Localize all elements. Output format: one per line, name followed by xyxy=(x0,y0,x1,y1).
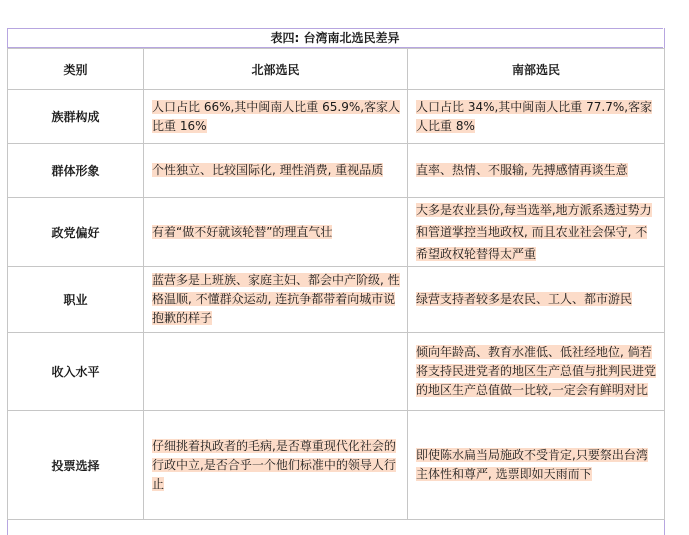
header-north: 北部选民 xyxy=(144,49,408,90)
table-row xyxy=(8,267,665,333)
south-text: 绿营支持者较多是农民、工人、都市游民 xyxy=(416,292,633,306)
north-cell xyxy=(144,198,408,267)
south-cell xyxy=(408,144,665,198)
table-title: 表四: 台湾南北选民差异 xyxy=(7,28,663,48)
comparison-table xyxy=(7,48,665,520)
header-row xyxy=(8,49,665,90)
north-cell xyxy=(144,144,408,198)
south-text: 大多是农业县份,每当选举,地方派系透过势力和管道掌控当地政权, 而且农业社会保守, 不希望政权轮替得太严重 xyxy=(416,203,652,261)
row-category: 族群构成 xyxy=(8,90,144,144)
row-category: 群体形象 xyxy=(8,144,144,198)
north-cell xyxy=(144,90,408,144)
header-south: 南部选民 xyxy=(408,49,665,90)
table-row xyxy=(8,411,665,520)
north-text: 人口占比 66%,其中闽南人比重 65.9%,客家人比重 16% xyxy=(152,99,401,133)
north-cell xyxy=(144,333,408,411)
row-category: 职业 xyxy=(8,267,144,333)
table-row xyxy=(8,90,665,144)
north-text: 蓝营多是上班族、家庭主妇、都会中产阶级, 性格温顺, 不懂群众运动, 连抗争都带着向城市说抱歉的样子 xyxy=(152,273,400,325)
south-text: 倾向年龄高、教育水准低、低社经地位, 倘若将支持民进党者的地区生产总值与批判民进党的地区生产总值做一比较,一定会有鲜明对比 xyxy=(416,345,657,397)
row-category: 投票选择 xyxy=(8,411,144,520)
south-text: 直率、热情、不服输, 先搏感情再谈生意 xyxy=(416,163,628,177)
north-cell xyxy=(144,267,408,333)
north-text: 仔细挑着执政者的毛病,是否尊重现代化社会的行政中立,是否合乎一个他们标准中的领导人行止 xyxy=(152,438,396,491)
north-text: 个性独立、比较国际化, 理性消费, 重视品质 xyxy=(152,163,384,177)
south-cell xyxy=(408,90,665,144)
south-cell xyxy=(408,198,665,267)
south-text: 人口占比 34%,其中闽南人比重 77.7%,客家人比重 8% xyxy=(416,99,653,133)
south-cell xyxy=(408,333,665,411)
south-cell xyxy=(408,267,665,333)
table-row xyxy=(8,198,665,267)
south-text: 即使陈水扁当局施政不受肯定,只要祭出台湾主体性和尊严, 选票即如天雨而下 xyxy=(416,448,648,481)
south-cell xyxy=(408,411,665,520)
north-text: 有着“做不好就该轮替”的理直气壮 xyxy=(152,224,333,239)
table-row xyxy=(8,144,665,198)
header-category: 类别 xyxy=(8,49,144,90)
north-cell xyxy=(144,411,408,520)
row-category: 政党偏好 xyxy=(8,198,144,267)
row-category: 收入水平 xyxy=(8,333,144,411)
table-row xyxy=(8,333,665,411)
